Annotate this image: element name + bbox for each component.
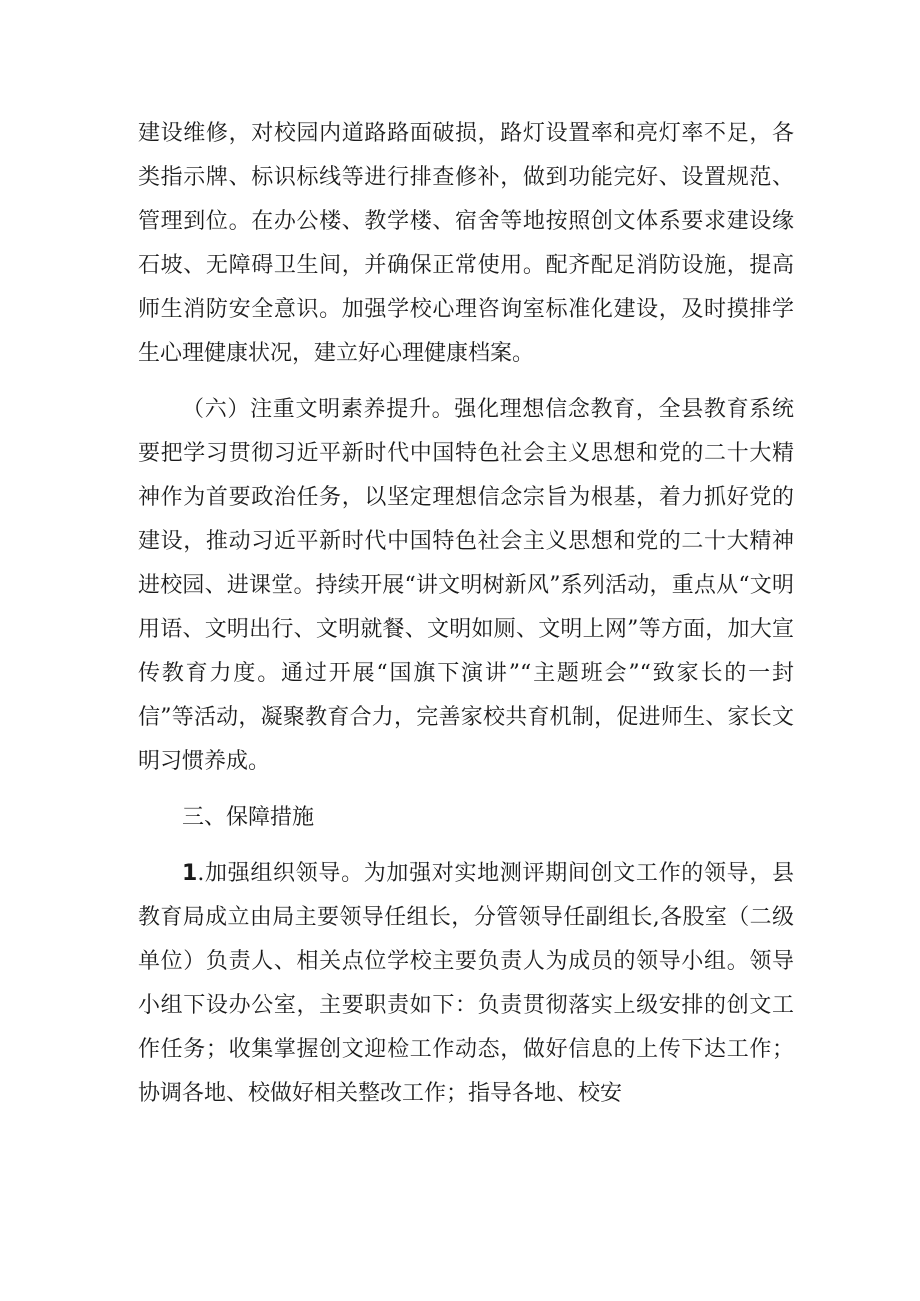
document-page: [138, 112, 794, 1116]
paragraph-continued: 建设维修，对校园内道路路面破损，路灯设置率和亮灯率不足，各类指示牌、标识标线等进行排查修补，做到功能完好、设置规范、管理到位。在办公楼、教学楼、宿舍等地按照创文体系要求建设缘石坡、无障碍卫生间，并确保正常使用。配齐配足消防设施，提高师生消防安全意识。加强学校心理咨询室标准化建设，及时摸排学生心理健康状况，建立好心理健康档案。: [138, 121, 794, 366]
item-number: 1: [182, 861, 198, 886]
item-text: .加强组织领导。为加强对实地测评期间创文工作的领导，县教育局成立由局主要领导任组长，分管领导任副组长,各股室（二级单位）负责人、相关点位学校主要负责人为成员的领导小组。领导小组下设办公室，主要职责如下：负责贯彻落实上级安排的创文工作任务；收集掌握创文迎检工作动态，做好信息的上传下达工作；协调各地、校做好相关整改工作；指导各地、校安: [138, 861, 794, 1106]
section-heading: 三、保障措施: [182, 805, 315, 830]
paragraph-item-one: [138, 852, 794, 1116]
paragraph-six: （六）注重文明素养提升。强化理想信念教育，全县教育系统要把学习贯彻习近平新时代中国特色社会主义思想和党的二十大精神作为首要政治任务，以坚定理想信念宗旨为根基，着力抓好党的建设，推动习近平新时代中国特色社会主义思想和党的二十大精神进校园、进课堂。持续开展“讲文明树新风”系列活动，重点从“文明用语、文明出行、文明就餐、文明如厕、文明上网”等方面，加大宣传教育力度。通过开展“国旗下演讲”“主题班会”“致家长的一封信”等活动，凝聚教育合力，完善家校共育机制，促进师生、家长文明习惯养成。: [138, 397, 794, 774]
